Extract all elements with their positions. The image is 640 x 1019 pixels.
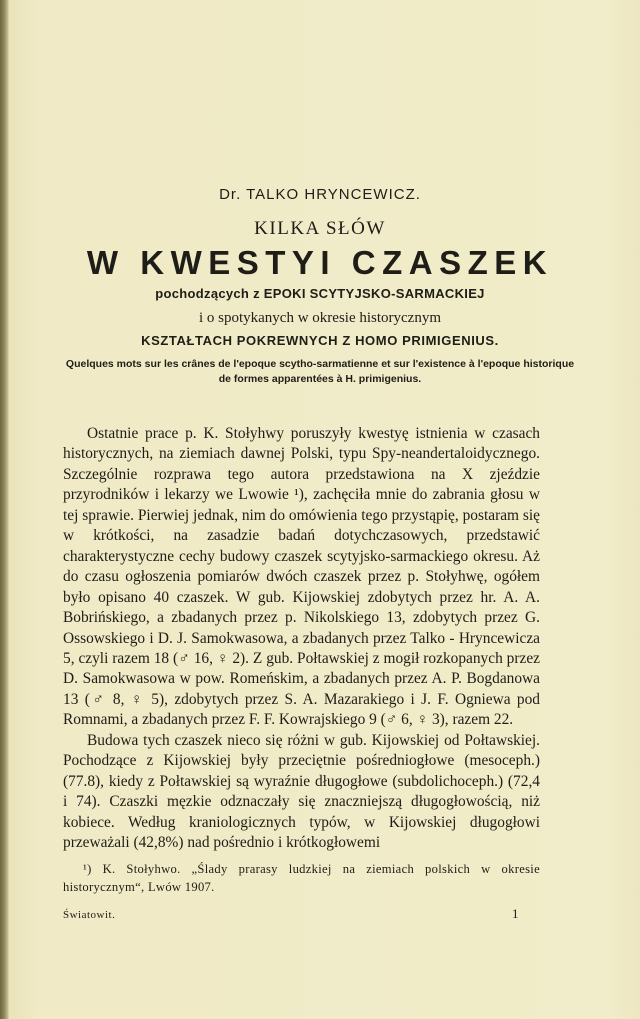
- title-line-1: KILKA SŁÓW: [254, 218, 386, 239]
- book-spine: [0, 0, 9, 1019]
- title-line-5: KSZTAŁTACH POKREWNYCH Z HOMO PRIMIGENIUS.: [141, 333, 499, 348]
- article-body: [63, 424, 540, 854]
- paragraph-1: Ostatnie prace p. K. Stołyhwy poruszyły kwestyę istnienia w czasach historycznych, na ziemiach dawnej Polski, typu Spy-neandertaloidycznego. Szczególnie rozprawa tego autora przedstawiona na X zjeździe przyrodników i lekarzy we Lwowie ¹), zachęciła mnie do zabrania głosu w tej sprawie. Pierwiej jednak, nim do omówienia tego przystąpię, postaram się w krótkości, na zasadzie badań dotychczasowych, przedstawić charakterystyczne cechy budowy czaszek scytyjsko-sarmackiego okresu. Aż do czasu ogłoszenia pomiarów dwóch czaszek przez p. Stołyhwę, ogółem było opisano 40 czaszek. W gub. Kijowskiej zdobytych przez hr. A. A. Bobrińskiego, a zbadanych przez p. Nikolskiego 13, zdobytych przez G. Ossowskiego i D. J. Samokwasowa, a zbadanych przez Talko - Hryncewicza 5, czyli razem 18 (♂ 16, ♀ 2). Z gub. Połtawskiej z mogił rozkopanych przez D. Samokwasowa w pow. Romeńskim, a zbadanych przez A. P. Bogdanowa 13 (♂ 8, ♀ 5), zdobytych przez S. A. Mazarakiego i J. F. Ogniewa pod Romnami, a zbadanych przez F. F. Kowrajskiego 9 (♂ 6, ♀ 3), razem 22.: [63, 425, 540, 729]
- title-line-4: i o spotykanych w okresie historycznym: [198, 310, 442, 326]
- main-title: W KWESTYI CZASZEK: [86, 244, 554, 281]
- paragraph-2: Budowa tych czaszek nieco się różni w gub. Kijowskiej od Połtawskiej. Pochodzące z Kijowskiej były przeciętnie pośredniogłowe (mesoceph.) (77.8), kiedy z Połtawskiej są wyraźnie długogłowe (subdolichoceph.) (72,4 i 74). Czaszki męzkie odznaczały się znaczniejszą długogłowością, niż kobiece. Według kraniologicznych typów, w Kijowskiej długogłowi przeważali (42,8%) nad pośrednio i krótkogłowemi: [63, 731, 540, 852]
- page-number: 1: [512, 906, 519, 921]
- author-name: Dr. TALKO HRYNCEWICZ.: [219, 186, 421, 203]
- footnote: ¹) K. Stołyhwo. „Ślady prarasy ludzkiej na ziemiach polskich w okresie historycznym“, Lwów 1907.: [63, 862, 540, 894]
- title-line-3: pochodzących z EPOKI SCYTYJSKO-SARMACKIEJ: [155, 286, 485, 301]
- journal-name: Światowit.: [63, 909, 116, 921]
- french-subtitle: Quelques mots sur les crânes de l'epoque scytho-sarmatienne et sur l'existence à l'epoque historique de formes apparentées à H. primigenius.: [65, 358, 575, 385]
